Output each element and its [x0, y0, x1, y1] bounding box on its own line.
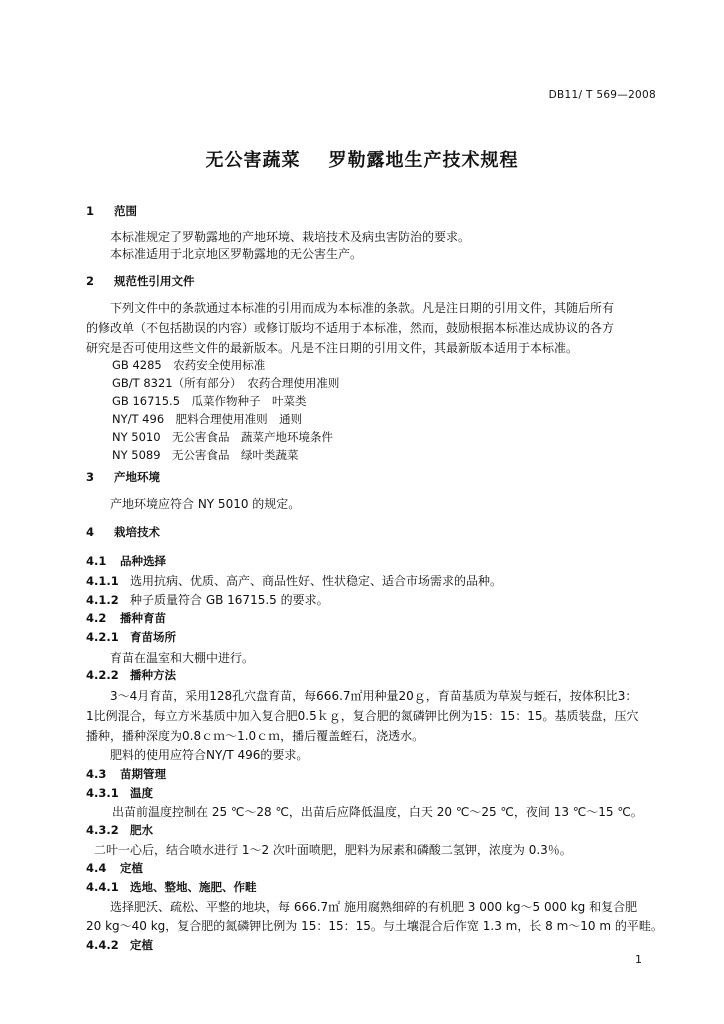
- clause-number: 4.3.1: [86, 786, 119, 800]
- subsection-4-4-heading: [86, 860, 143, 876]
- section-3-heading: [86, 469, 160, 485]
- clause-4-3-1-heading: [86, 785, 153, 801]
- clause-4-2-1-heading: [86, 629, 176, 645]
- section-1-heading: [86, 203, 137, 219]
- section-title: 播种育苗: [120, 611, 166, 625]
- paragraph-line: 播种，播种深度为0.8ｃｍ～1.0ｃｍ，播后覆盖蛭石，浇透水。: [86, 729, 425, 743]
- paragraph: 出苗前温度控制在 25 ℃～28 ℃，出苗后应降低温度，白天 20 ℃～25 ℃，夜间 13 ℃～15 ℃。: [112, 805, 643, 819]
- clause-text: 种子质量符合 GB 16715.5 的要求。: [130, 593, 329, 607]
- section-number: 3: [86, 470, 95, 484]
- clause-4-1-2: [86, 591, 329, 608]
- clause-4-4-2-heading: [86, 937, 153, 953]
- section-number: 4.2: [86, 611, 107, 625]
- paragraph-line: 下列文件中的条款通过本标准的引用而成为本标准的条款。凡是注日期的引用文件，其随后所有: [110, 301, 615, 315]
- reference-item: NY 5089 无公害食品 绿叶类蔬菜: [112, 448, 299, 462]
- reference-item: GB 4285 农药安全使用标准: [112, 358, 266, 372]
- paragraph: 肥料的使用应符合NY/T 496的要求。: [110, 748, 309, 762]
- clause-number: 4.1.1: [86, 574, 119, 588]
- clause-title: 选地、整地、施肥、作畦: [130, 880, 257, 894]
- section-title: 苗期管理: [120, 767, 166, 781]
- paragraph: 本标准适用于北京地区罗勒露地的无公害生产。: [110, 247, 363, 261]
- section-4-heading: [86, 524, 160, 540]
- section-number: 4: [86, 525, 95, 539]
- clause-title: 定植: [130, 938, 153, 952]
- paragraph-line: 3～4月育苗，采用128孔穴盘育苗，每666.7㎡用种量20ｇ，育苗基质为草炭与蛭石，按体积比3：: [110, 689, 638, 703]
- reference-item: GB 16715.5 瓜菜作物种子 叶菜类: [112, 394, 307, 408]
- clause-title: 育苗场所: [130, 630, 176, 644]
- section-number: 4.3: [86, 767, 107, 781]
- paragraph: 二叶一心后，结合喷水进行 1～2 次叶面喷肥，肥料为尿素和磷酸二氢钾，浓度为 0.3％。: [94, 843, 572, 857]
- section-title: 品种选择: [120, 554, 166, 568]
- clause-4-2-2-heading: [86, 667, 176, 683]
- reference-item: NY 5010 无公害食品 蔬菜产地环境条件: [112, 430, 334, 444]
- paragraph-line: 1比例混合，每立方米基质中加入复合肥0.5ｋｇ，复合肥的氮磷钾比例为15：15：15。基质装盘，压穴: [86, 709, 639, 723]
- clause-4-3-2-heading: [86, 822, 153, 838]
- title-part-1: 无公害蔬菜: [205, 150, 301, 171]
- section-title: 范围: [114, 204, 137, 218]
- paragraph-line: 选择肥沃、疏松、平整的地块，每 666.7㎡ 施用腐熟细碎的有机肥 3 000 kg～5 000 kg 和复合肥: [110, 900, 638, 914]
- section-number: 2: [86, 274, 95, 288]
- clause-text: 选用抗病、优质、高产、商品性好、性状稳定、适合市场需求的品种。: [130, 574, 503, 588]
- title-part-2: 罗勒露地生产技术规程: [328, 150, 519, 171]
- section-number: 4.4: [86, 861, 107, 875]
- paragraph-line: 20 kg～40 kg，复合肥的氮磷钾比例为 15：15：15。与土壤混合后作宽 1.3 m，长 8 m～10 m 的平畦。: [86, 919, 663, 933]
- section-title: 定植: [120, 861, 143, 875]
- clause-number: 4.4.1: [86, 880, 119, 894]
- reference-item: NY/T 496 肥料合理使用准则 通则: [112, 412, 303, 426]
- subsection-4-2-heading: [86, 610, 166, 626]
- clause-title: 肥水: [130, 823, 153, 837]
- section-title: 栽培技术: [114, 525, 160, 539]
- section-2-heading: [86, 273, 195, 289]
- paragraph: 育苗在温室和大棚中进行。: [110, 651, 255, 665]
- section-number: 1: [86, 204, 95, 218]
- clause-4-1-1: [86, 572, 502, 589]
- clause-number: 4.4.2: [86, 938, 119, 952]
- standard-number: DB11/ T 569—2008: [548, 89, 656, 101]
- document-title: [0, 146, 724, 172]
- clause-title: 播种方法: [130, 668, 176, 682]
- subsection-4-3-heading: [86, 766, 166, 782]
- clause-number: 4.1.2: [86, 593, 119, 607]
- section-title: 规范性引用文件: [114, 274, 195, 288]
- clause-4-4-1-heading: [86, 879, 257, 895]
- paragraph: 产地环境应符合 NY 5010 的规定。: [110, 497, 301, 511]
- clause-number: 4.2.1: [86, 630, 119, 644]
- clause-number: 4.2.2: [86, 668, 119, 682]
- page-number: 1: [635, 953, 642, 966]
- paragraph-line: 研究是否可使用这些文件的最新版本。凡是不注日期的引用文件，其最新版本适用于本标准。: [86, 341, 579, 355]
- clause-title: 温度: [130, 786, 153, 800]
- section-number: 4.1: [86, 554, 107, 568]
- paragraph: 本标准规定了罗勒露地的产地环境、栽培技术及病虫害防治的要求。: [110, 230, 471, 244]
- reference-item: GB/T 8321（所有部分） 农药合理使用准则: [112, 376, 340, 390]
- clause-number: 4.3.2: [86, 823, 119, 837]
- section-title: 产地环境: [114, 470, 160, 484]
- paragraph-line: 的修改单（不包括勘误的内容）或修订版均不适用于本标准，然而，鼓励根据本标准达成协议的各方: [86, 321, 615, 335]
- subsection-4-1-heading: [86, 553, 166, 569]
